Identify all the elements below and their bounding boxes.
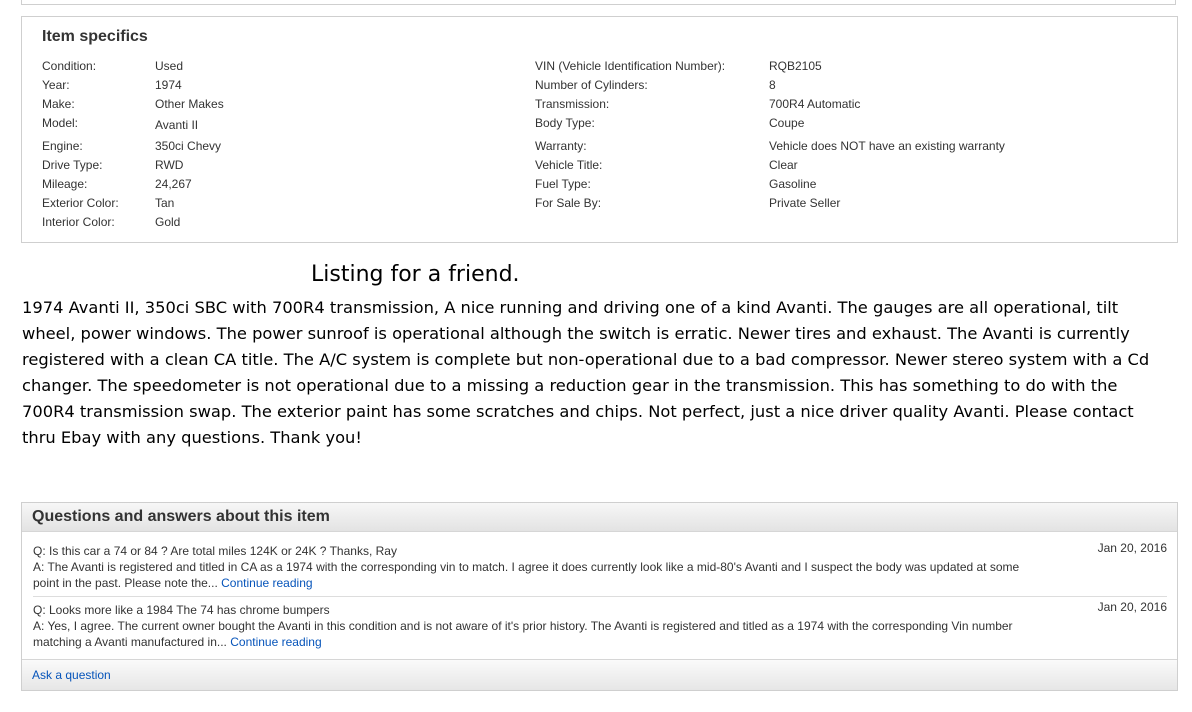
spec-value: Used	[155, 59, 184, 73]
spec-label: Engine:	[42, 139, 83, 153]
qa-date: Jan 20, 2016	[1097, 541, 1167, 555]
qa-header	[22, 503, 1177, 532]
spec-value: Avanti II	[155, 118, 199, 132]
questions-answers-panel	[21, 502, 1178, 691]
spec-value: 8	[769, 78, 776, 92]
spec-value: 700R4 Automatic	[769, 97, 861, 111]
spec-value: Gold	[155, 215, 181, 229]
spec-label: Transmission:	[535, 97, 610, 111]
qa-answer-text: A: Yes, I agree. The current owner bought the Avanti in this condition and is not aware of it's prior history. The Avanti is registered and titled as a 1974 with the corresponding Vin number matching a Avanti manufactured in...	[33, 619, 1013, 649]
spec-label: Model:	[42, 116, 79, 130]
qa-answer-text: A: The Avanti is registered and titled in CA as a 1974 with the corresponding vin to match. I agree it does currently look like a mid-80's Avanti and I suspect the body was updated at some point in the past. Please note the...	[33, 560, 1020, 590]
description-heading: Listing for a friend.	[311, 262, 520, 287]
spec-label: For Sale By:	[535, 196, 602, 210]
spec-value: RQB2105	[769, 59, 822, 73]
spec-label: Warranty:	[535, 139, 587, 153]
qa-question: Q: Looks more like a 1984 The 74 has chrome bumpers	[33, 603, 330, 617]
previous-section-frame	[21, 0, 1176, 5]
spec-label: VIN (Vehicle Identification Number):	[535, 59, 726, 73]
continue-reading-link[interactable]: Continue reading	[221, 576, 313, 590]
spec-value: Private Seller	[769, 196, 841, 210]
spec-label: Interior Color:	[42, 215, 115, 229]
spec-label: Drive Type:	[42, 158, 103, 172]
qa-answer	[33, 618, 1023, 650]
spec-label: Make:	[42, 97, 75, 111]
spec-label: Fuel Type:	[535, 177, 591, 191]
spec-label: Mileage:	[42, 177, 88, 191]
spec-value: Other Makes	[155, 97, 224, 111]
spec-label: Body Type:	[535, 116, 595, 130]
spec-value: RWD	[155, 158, 184, 172]
ask-question-link[interactable]: Ask a question	[32, 668, 111, 682]
qa-entry	[33, 602, 1167, 650]
spec-value: Vehicle does NOT have an existing warranty	[769, 139, 1005, 153]
qa-answer	[33, 559, 1023, 591]
description-body: 1974 Avanti II, 350ci SBC with 700R4 transmission, A nice running and driving one of a kind Avanti. The gauges are all operational, tilt wheel, power windows. The power sunroof is operational although the switch is erratic. Newer tires and exhaust. The Avanti is currently registered with a clean CA title. The A/C system is complete but non-operational due to a bad compressor. Newer stereo system with a Cd changer. The speedometer is not operational due to a missing a reduction gear in the transmission. This has something to do with the 700R4 transmission swap. The exterior paint has some scratches and chips. Not perfect, just a nice driver quality Avanti. Please contact thru Ebay with any questions. Thank you!	[22, 298, 1150, 447]
continue-reading-link[interactable]: Continue reading	[230, 635, 322, 649]
qa-entry	[33, 543, 1167, 591]
spec-label: Vehicle Title:	[535, 158, 603, 172]
spec-label: Condition:	[42, 59, 97, 73]
qa-divider	[33, 596, 1167, 597]
spec-value: Gasoline	[769, 177, 817, 191]
qa-date: Jan 20, 2016	[1097, 600, 1167, 614]
spec-value: 24,267	[155, 177, 192, 191]
qa-footer	[22, 659, 1177, 690]
spec-label: Year:	[42, 78, 70, 92]
item-specifics-title: Item specifics	[42, 28, 148, 45]
spec-label: Number of Cylinders:	[535, 78, 648, 92]
spec-value: 1974	[155, 78, 182, 92]
qa-title: Questions and answers about this item	[32, 508, 330, 525]
qa-question: Q: Is this car a 74 or 84 ? Are total miles 124K or 24K ? Thanks, Ray	[33, 544, 397, 558]
item-specifics-panel	[21, 16, 1178, 243]
spec-value: Clear	[769, 158, 798, 172]
spec-label: Exterior Color:	[42, 196, 119, 210]
spec-value: Coupe	[769, 116, 805, 130]
spec-value: 350ci Chevy	[155, 139, 222, 153]
spec-value: Tan	[155, 196, 175, 210]
